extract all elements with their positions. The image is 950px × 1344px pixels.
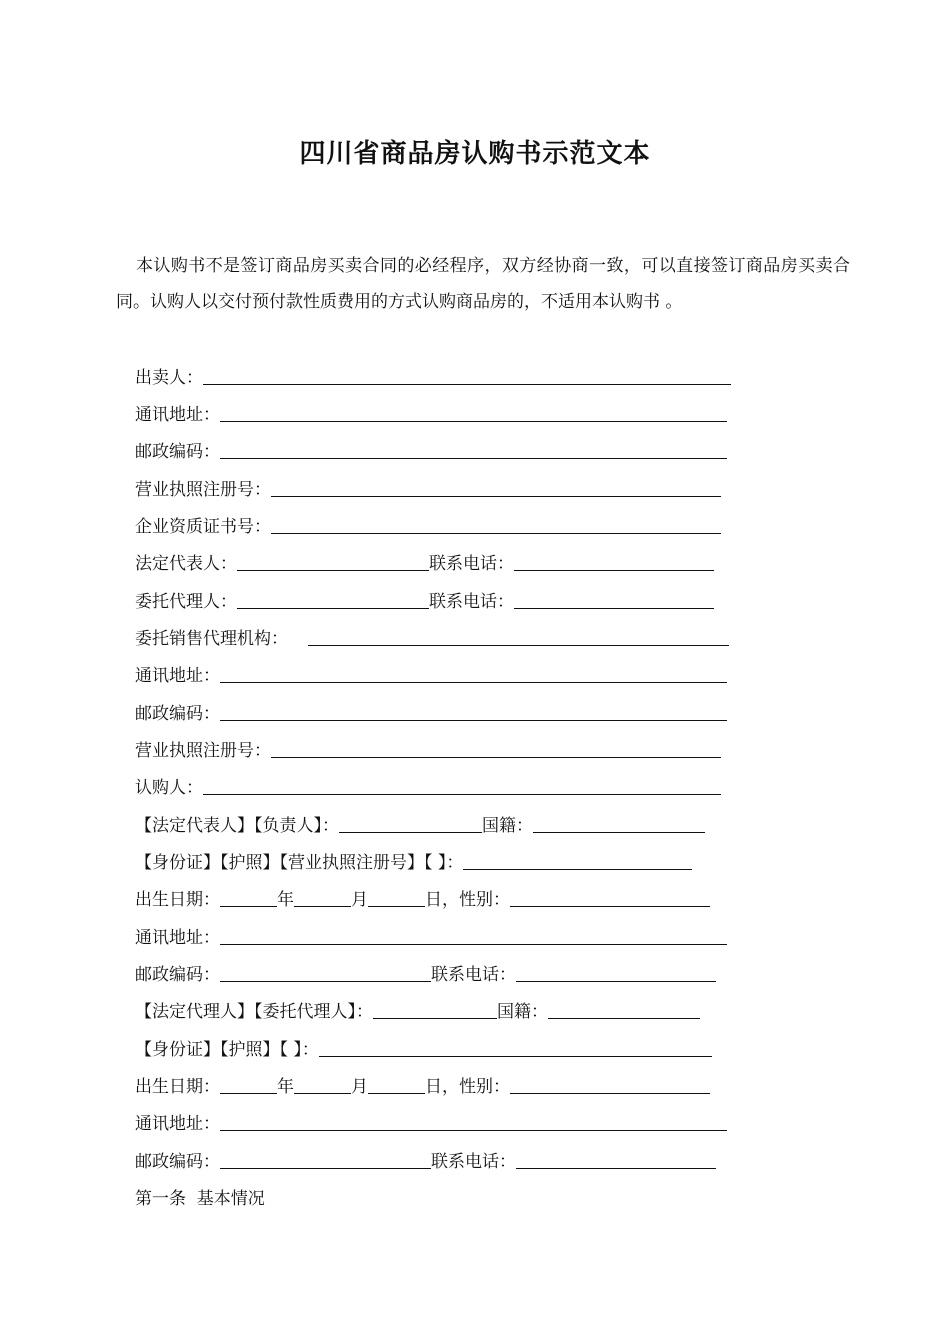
buyer-agent-id-field[interactable] (319, 1039, 712, 1057)
seller-phone-field[interactable] (514, 553, 714, 571)
seller-license-row (135, 476, 721, 500)
buyer-birth-day-field[interactable] (368, 889, 425, 907)
buyer-address-field[interactable] (220, 927, 727, 945)
buyer-month-label: 月 (351, 890, 368, 910)
buyer-nationality-field[interactable] (533, 815, 705, 833)
buyer-birth-year-field[interactable] (220, 889, 277, 907)
agency-postcode-row (135, 700, 727, 724)
buyer-agent-postcode-label: 邮政编码： (135, 1152, 220, 1172)
buyer-gender-label: 日，性别： (425, 890, 510, 910)
agency-name-row (135, 625, 729, 649)
buyer-agent-address-row (135, 1110, 727, 1134)
seller-postcode-field[interactable] (220, 441, 727, 459)
buyer-id-row (135, 849, 692, 873)
buyer-nationality-label: 国籍： (482, 816, 533, 836)
buyer-gender-field[interactable] (510, 889, 710, 907)
buyer-name-row (135, 774, 721, 798)
buyer-address-row (135, 924, 727, 948)
buyer-phone-label: 联系电话： (431, 965, 516, 985)
agency-license-row (135, 737, 721, 761)
buyer-agent-nationality-label: 国籍： (497, 1002, 548, 1022)
seller-agent-row (135, 588, 714, 612)
agency-address-field[interactable] (220, 665, 727, 683)
buyer-agent-postcode-row (135, 1148, 716, 1172)
seller-legal-rep-field[interactable] (237, 553, 429, 571)
seller-agent-phone-field[interactable] (514, 591, 714, 609)
buyer-agent-rep-field[interactable] (373, 1001, 497, 1019)
buyer-agent-nationality-field[interactable] (548, 1001, 700, 1019)
seller-postcode-row (135, 438, 727, 462)
buyer-agent-gender-field[interactable] (510, 1076, 710, 1094)
buyer-agent-birth-label: 出生日期： (135, 1077, 220, 1097)
seller-address-field[interactable] (220, 404, 727, 422)
buyer-phone-field[interactable] (516, 964, 716, 982)
seller-address-label: 通讯地址： (135, 405, 220, 425)
buyer-agent-phone-field[interactable] (516, 1151, 716, 1169)
buyer-agent-birth-year-field[interactable] (220, 1076, 277, 1094)
buyer-agent-rep-label: 【法定代理人】【委托代理人】： (135, 1002, 373, 1022)
buyer-rep-label: 【法定代表人】【负责人】： (135, 816, 339, 836)
buyer-agent-id-row (135, 1036, 712, 1060)
agency-name-label: 委托销售代理机构： (135, 629, 288, 649)
agency-postcode-label: 邮政编码： (135, 704, 220, 724)
buyer-rep-field[interactable] (339, 815, 482, 833)
agency-license-label: 营业执照注册号： (135, 741, 271, 761)
buyer-address-label: 通讯地址： (135, 928, 220, 948)
buyer-birth-month-field[interactable] (294, 889, 351, 907)
article-1-heading-row (135, 1185, 265, 1209)
buyer-agent-address-label: 通讯地址： (135, 1114, 220, 1134)
buyer-agent-birth-month-field[interactable] (294, 1076, 351, 1094)
seller-postcode-label: 邮政编码： (135, 442, 220, 462)
buyer-agent-postcode-field[interactable] (220, 1151, 431, 1169)
agency-postcode-field[interactable] (220, 703, 727, 721)
seller-legal-rep-label: 法定代表人： (135, 554, 237, 574)
buyer-name-label: 认购人： (135, 778, 203, 798)
buyer-agent-birth-day-field[interactable] (368, 1076, 425, 1094)
seller-legal-rep-row (135, 550, 714, 574)
seller-name-field[interactable] (203, 367, 731, 385)
intro-text: 本认购书不是签订商品房买卖合同的必经程序，双方经协商一致，可以直接签订商品房买卖合同。认购人以交付预付款性质费用的方式认购商品房的，不适用本认购书 。 (116, 256, 850, 312)
intro-paragraph (116, 248, 850, 320)
seller-license-label: 营业执照注册号： (135, 480, 271, 500)
seller-qualification-field[interactable] (271, 516, 721, 534)
buyer-agent-id-label: 【身份证】【护照】【 】： (135, 1040, 319, 1060)
seller-qualification-row (135, 513, 721, 537)
buyer-agent-year-label: 年 (277, 1077, 294, 1097)
agency-address-label: 通讯地址： (135, 666, 220, 686)
seller-name-label: 出卖人： (135, 368, 203, 388)
agency-license-field[interactable] (271, 740, 721, 758)
buyer-id-field[interactable] (463, 852, 692, 870)
agency-name-field[interactable] (308, 628, 729, 646)
seller-agent-field[interactable] (237, 591, 429, 609)
seller-agent-phone-label: 联系电话： (429, 592, 514, 612)
buyer-agent-gender-label: 日，性别： (425, 1077, 510, 1097)
buyer-id-label: 【身份证】【护照】【营业执照注册号】【 】： (135, 853, 464, 873)
buyer-year-label: 年 (277, 890, 294, 910)
seller-phone-label: 联系电话： (429, 554, 514, 574)
article-1-heading: 第一条 基本情况 (135, 1189, 265, 1209)
buyer-agent-birth-row (135, 1073, 710, 1097)
seller-license-field[interactable] (271, 479, 721, 497)
buyer-agent-phone-label: 联系电话： (431, 1152, 516, 1172)
seller-address-row (135, 401, 727, 425)
buyer-birth-row (135, 886, 710, 910)
buyer-rep-row (135, 812, 705, 836)
buyer-birth-label: 出生日期： (135, 890, 220, 910)
buyer-agent-rep-row (135, 998, 700, 1022)
buyer-postcode-row (135, 961, 716, 985)
buyer-postcode-label: 邮政编码： (135, 965, 220, 985)
buyer-agent-address-field[interactable] (220, 1113, 727, 1131)
document-title: 四川省商品房认购书示范文本 (299, 139, 651, 169)
seller-name-row (135, 364, 731, 388)
agency-address-row (135, 662, 727, 686)
buyer-name-field[interactable] (203, 777, 721, 795)
buyer-postcode-field[interactable] (220, 964, 431, 982)
seller-qualification-label: 企业资质证书号： (135, 517, 271, 537)
seller-agent-label: 委托代理人： (135, 592, 237, 612)
buyer-agent-month-label: 月 (351, 1077, 368, 1097)
